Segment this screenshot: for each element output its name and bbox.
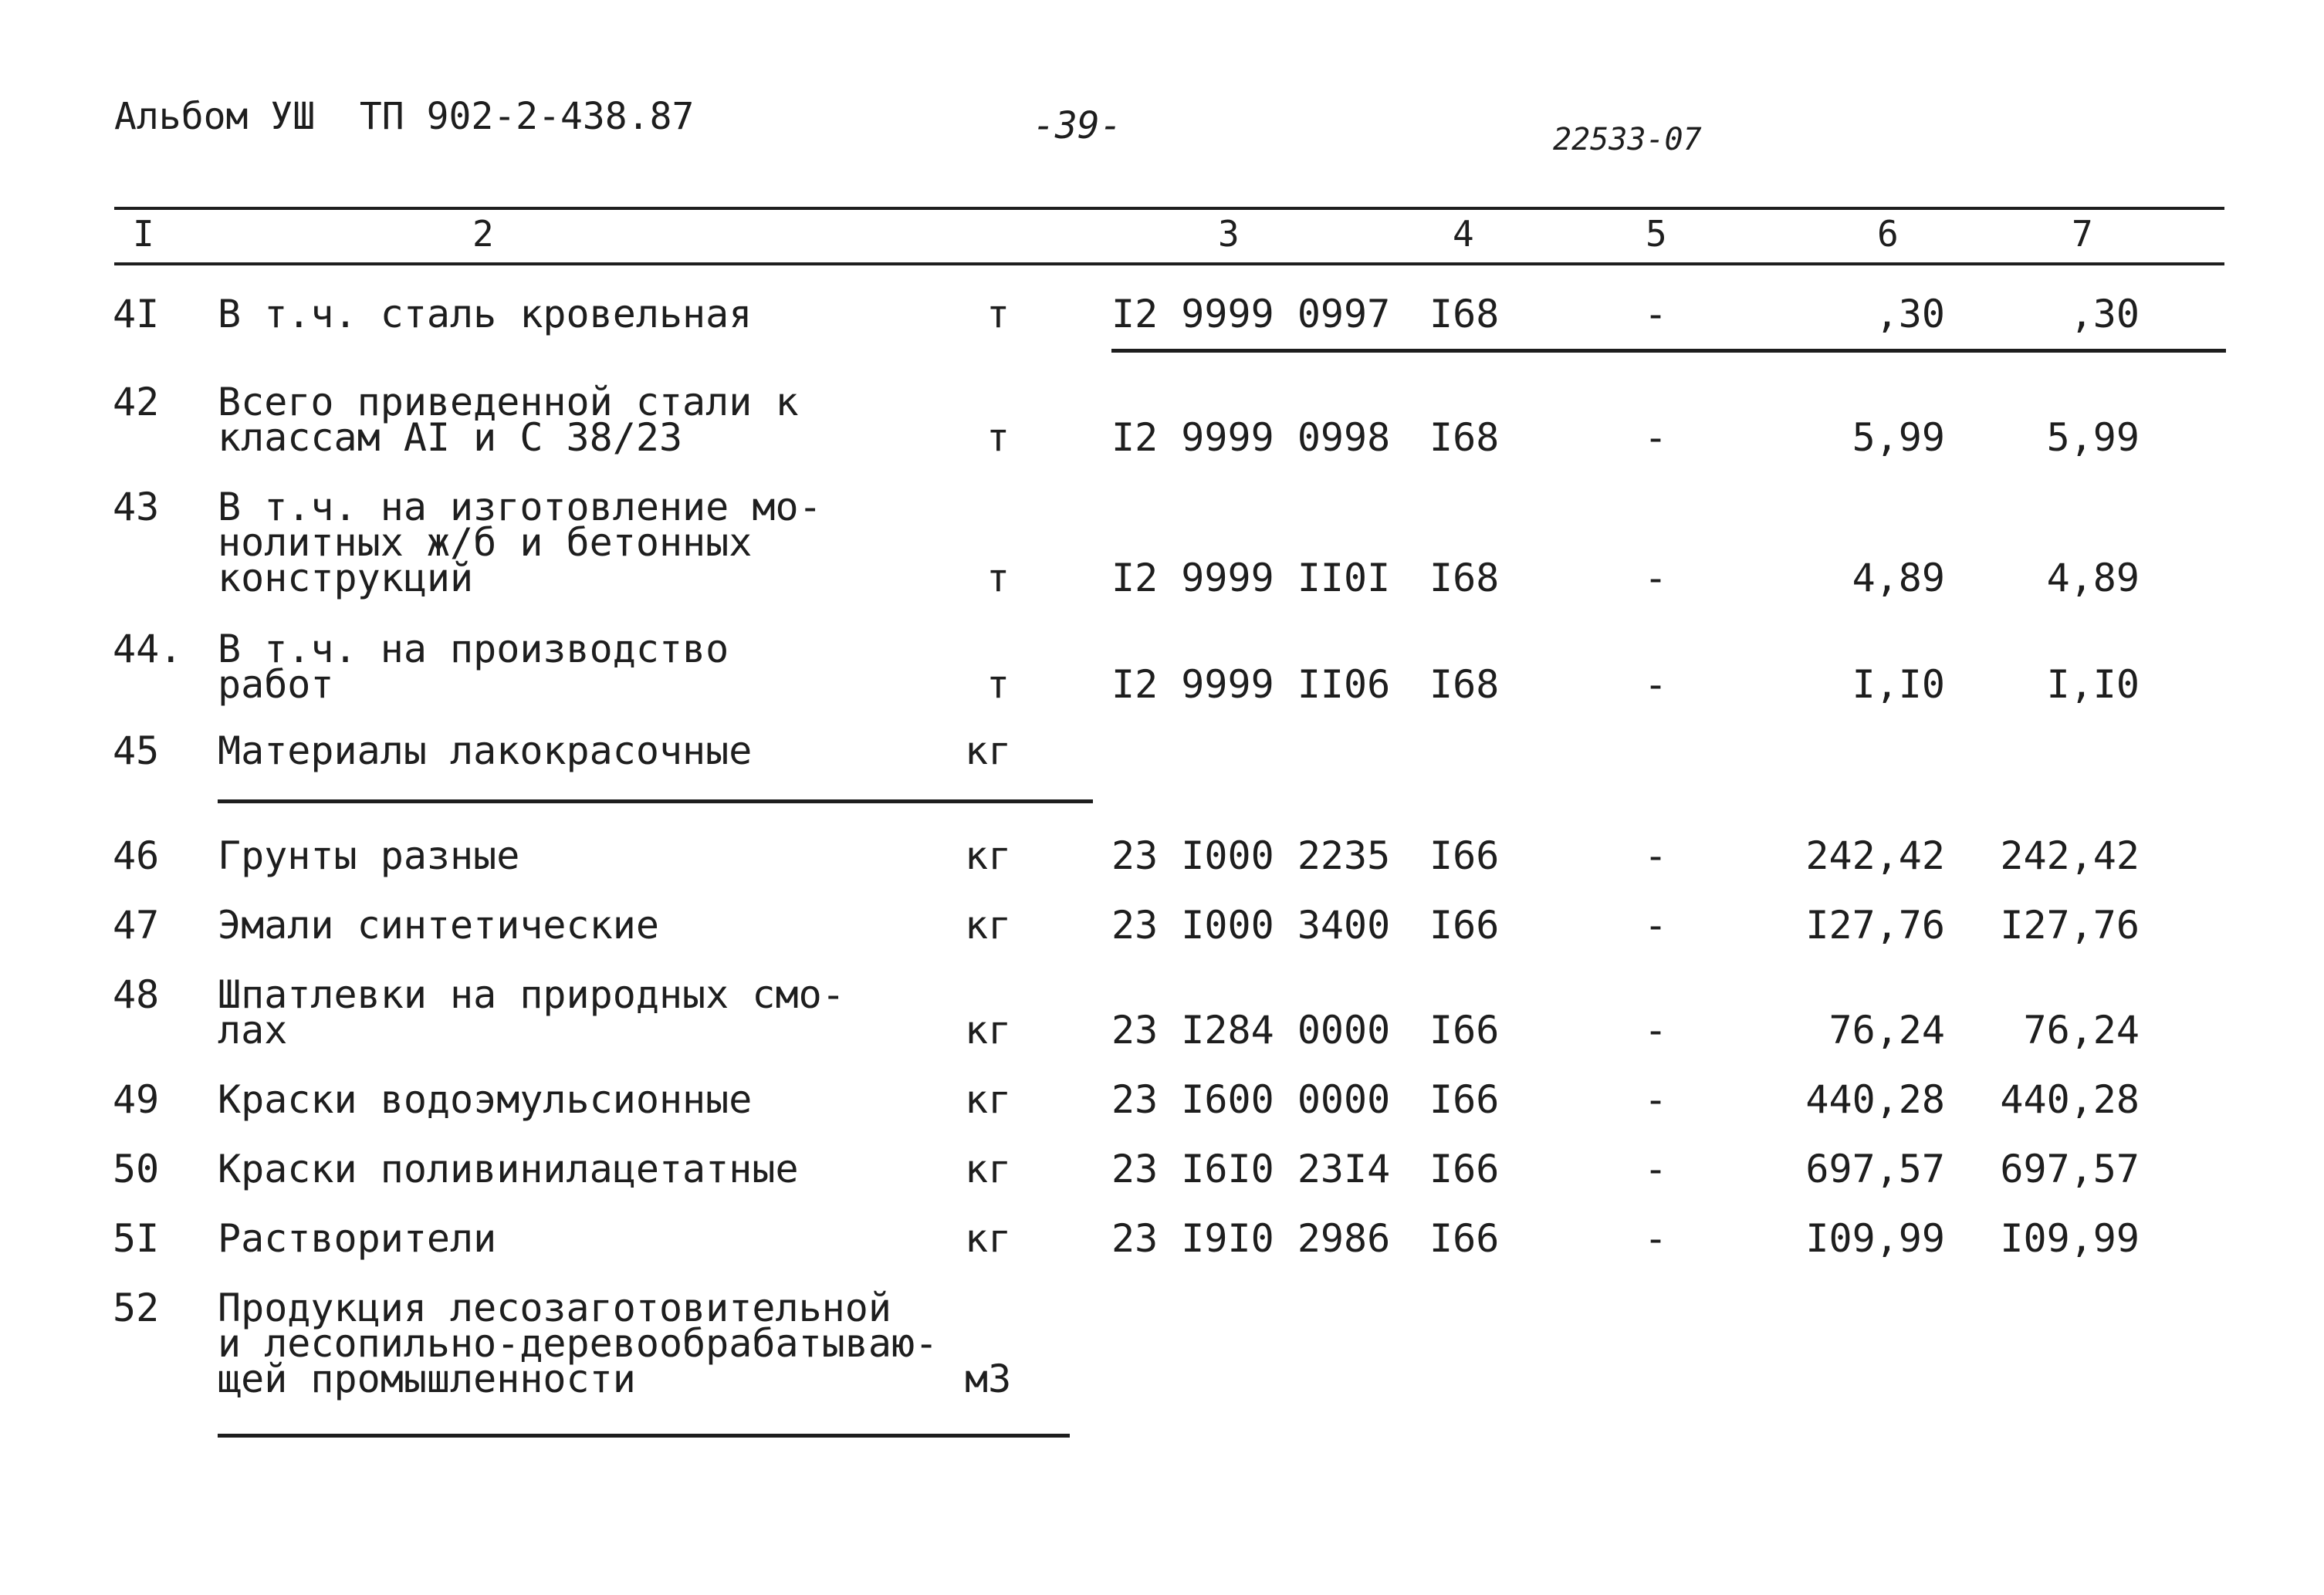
row-number: 46	[113, 833, 160, 878]
row-code: 23 I000 2235	[1111, 833, 1391, 878]
row-unit: кг	[965, 1077, 1012, 1122]
row-col5: -	[1644, 1077, 1668, 1122]
row-unit: т	[986, 662, 1010, 707]
column-header-7: 7	[2072, 213, 2093, 255]
row-col7: ,30	[2069, 292, 2140, 336]
album-title: Альбом УШ ТП 902-2-438.87	[114, 95, 695, 138]
row-col4: I66	[1429, 1077, 1500, 1122]
header-rule-top	[114, 207, 2224, 210]
row-name: Материалы лакокрасочные	[218, 728, 753, 773]
row-number: 5I	[113, 1216, 160, 1261]
row-name: Грунты разные	[218, 833, 520, 878]
row-number: 48	[113, 972, 160, 1017]
row-number: 44.	[113, 627, 183, 671]
row-col6: I09,99	[1805, 1216, 1945, 1261]
row-col6: ,30	[1875, 292, 1945, 336]
column-header-2: 2	[472, 213, 494, 255]
row-unit: кг	[965, 1147, 1012, 1191]
document-code: 22533-07	[1553, 122, 1702, 157]
row-unit: кг	[965, 1216, 1012, 1261]
row-number: 49	[113, 1077, 160, 1122]
row-code: I2 9999 0997	[1111, 292, 1391, 336]
row-number: 52	[113, 1286, 160, 1330]
row-col4: I66	[1429, 1216, 1500, 1261]
row-col5: -	[1644, 1008, 1668, 1053]
row-col6: 697,57	[1805, 1147, 1945, 1191]
row-name: Краски водоэмульсионные	[218, 1077, 753, 1122]
row-col6: 440,28	[1805, 1077, 1945, 1122]
row-unit: т	[986, 292, 1010, 336]
row-col7: I27,76	[2000, 903, 2140, 948]
row-col6: 242,42	[1805, 833, 1945, 878]
row-col7: I,I0	[2046, 662, 2140, 707]
column-header-5: 5	[1646, 213, 1667, 255]
row-col5: -	[1644, 415, 1668, 460]
row-unit: кг	[965, 833, 1012, 878]
row-col7: 4,89	[2046, 556, 2140, 600]
row-col7: 440,28	[2000, 1077, 2140, 1122]
row-code: 23 I9I0 2986	[1111, 1216, 1391, 1261]
row-name: Краски поливинилацетатные	[218, 1147, 799, 1191]
row-col7: I09,99	[2000, 1216, 2140, 1261]
row-45-underline	[218, 799, 1093, 803]
row-col7: 242,42	[2000, 833, 2140, 878]
row-code: 23 I600 0000	[1111, 1077, 1391, 1122]
header-rule-bottom	[114, 262, 2224, 265]
row-col4: I66	[1429, 903, 1500, 948]
row-name: Растворители	[218, 1216, 497, 1261]
row-number: 43	[113, 485, 160, 529]
row-col4: I68	[1429, 415, 1500, 460]
row-name: Всего приведенной стали к классам AI и С 38/23	[218, 380, 799, 460]
row-number: 50	[113, 1147, 160, 1191]
row-col7: 697,57	[2000, 1147, 2140, 1191]
row-col7: 76,24	[2023, 1008, 2140, 1053]
row-code: I2 9999 II0I	[1111, 556, 1391, 600]
row-col4: I68	[1429, 662, 1500, 707]
row-number: 4I	[113, 292, 160, 336]
row-41-underline	[1111, 349, 2226, 353]
row-name: Эмали синтетические	[218, 903, 659, 948]
row-code: I2 9999 0998	[1111, 415, 1391, 460]
row-col5: -	[1644, 1216, 1668, 1261]
row-col5: -	[1644, 903, 1668, 948]
row-unit: м3	[965, 1357, 1012, 1401]
row-unit: т	[986, 415, 1010, 460]
column-header-4: 4	[1453, 213, 1474, 255]
row-col4: I66	[1429, 1008, 1500, 1053]
row-col6: 4,89	[1852, 556, 1945, 600]
row-col6: 5,99	[1852, 415, 1945, 460]
row-name: В т.ч. на производство работ	[218, 627, 729, 707]
row-unit: кг	[965, 1008, 1012, 1053]
row-col5: -	[1644, 556, 1668, 600]
row-col4: I68	[1429, 292, 1500, 336]
row-code: 23 I6I0 23I4	[1111, 1147, 1391, 1191]
row-col5: -	[1644, 1147, 1668, 1191]
row-code: 23 I000 3400	[1111, 903, 1391, 948]
row-52-underline	[218, 1434, 1070, 1438]
row-unit: кг	[965, 903, 1012, 948]
row-number: 42	[113, 380, 160, 424]
row-col7: 5,99	[2046, 415, 2140, 460]
row-col4: I66	[1429, 833, 1500, 878]
row-name: Продукция лесозаготовительной и лесопильно-деревообрабатываю- щей промышленности	[218, 1286, 939, 1401]
row-col4: I68	[1429, 556, 1500, 600]
row-col5: -	[1644, 833, 1668, 878]
row-unit: т	[986, 556, 1010, 600]
row-unit: кг	[965, 728, 1012, 773]
row-col6: I27,76	[1805, 903, 1945, 948]
row-code: I2 9999 II06	[1111, 662, 1391, 707]
row-col6: 76,24	[1828, 1008, 1945, 1053]
row-name: Шпатлевки на природных смо- лах	[218, 972, 845, 1053]
row-number: 47	[113, 903, 160, 948]
row-name: В т.ч. на изготовление мо- нолитных ж/б и бетонных конструкций	[218, 485, 822, 600]
page-number: -39-	[1033, 104, 1122, 147]
row-col5: -	[1644, 662, 1668, 707]
row-number: 45	[113, 728, 160, 773]
row-name: В т.ч. сталь кровельная	[218, 292, 753, 336]
row-col4: I66	[1429, 1147, 1500, 1191]
column-header-1: I	[133, 213, 154, 255]
row-col5: -	[1644, 292, 1668, 336]
column-header-6: 6	[1877, 213, 1899, 255]
row-code: 23 I284 0000	[1111, 1008, 1391, 1053]
row-col6: I,I0	[1852, 662, 1945, 707]
column-header-3: 3	[1218, 213, 1240, 255]
